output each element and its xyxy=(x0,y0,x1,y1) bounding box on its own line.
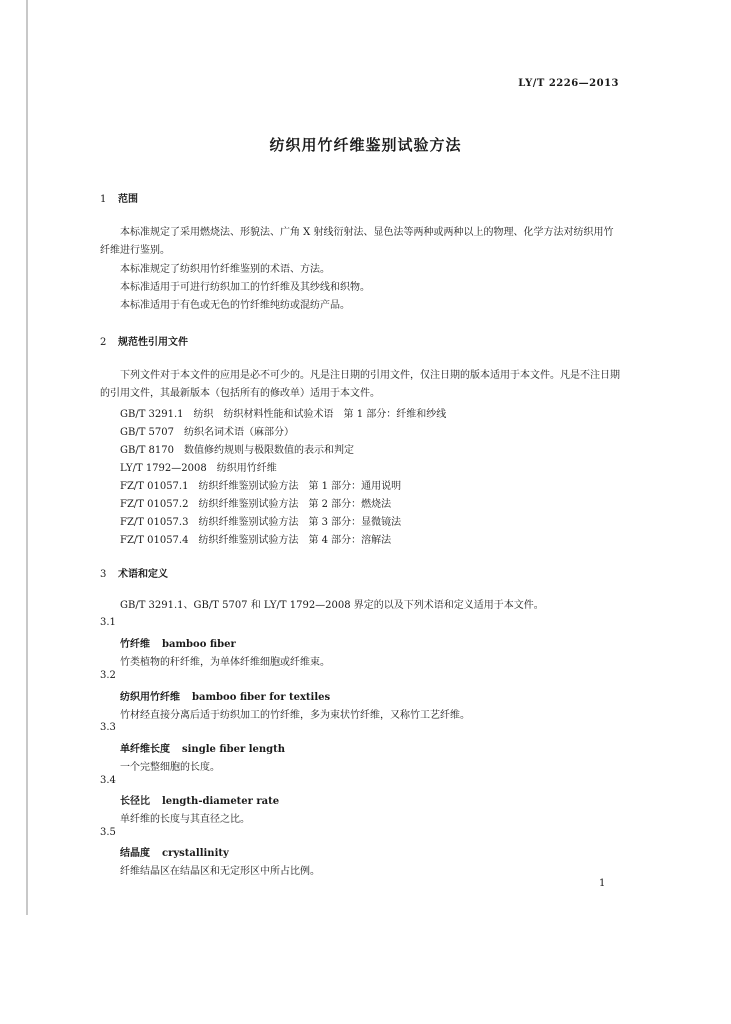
section-2-heading xyxy=(100,333,188,348)
term-entry xyxy=(120,844,229,859)
term-definition: 竹材经直接分离后适于纺织加工的竹纤维，多为束状竹纤维，又称竹工艺纤维。 xyxy=(120,710,470,721)
term-number: 3.3 xyxy=(100,722,116,733)
section-1-title: 范围 xyxy=(118,194,138,205)
reference-item: GB/T 3291.1 纺织 纺织材料性能和试验术语 第 1 部分：纤维和纱线 xyxy=(120,409,447,420)
section-3-title: 术语和定义 xyxy=(118,569,168,580)
term-number: 3.5 xyxy=(100,827,116,838)
section-2-intro: 下列文件对于本文件的应用是必不可少的。凡是注日期的引用文件，仅注日期的版本适用于本文件。凡是不注日期的引用文件，其最新版本（包括所有的修改单）适用于本文件。 xyxy=(100,370,620,399)
reference-item: FZ/T 01057.2 纺织纤维鉴别试验方法 第 2 部分：燃烧法 xyxy=(120,499,392,510)
term-number: 3.1 xyxy=(100,617,116,628)
term-entry xyxy=(120,740,285,755)
reference-item: GB/T 8170 数值修约规则与极限数值的表示和判定 xyxy=(120,445,355,456)
page-number: 1 xyxy=(599,878,606,889)
term-definition: 一个完整细胞的长度。 xyxy=(120,762,220,773)
term-en: bamboo fiber xyxy=(162,639,236,650)
term-en: bamboo fiber for textiles xyxy=(192,692,331,703)
section-1-para-2: 本标准规定了纺织用竹纤维鉴别的术语、方法。 xyxy=(120,264,330,275)
section-1-para-1: 本标准规定了采用燃烧法、形貌法、广角 X 射线衍射法、显色法等两种或两种以上的物理、化学方法对纺织用竹纤维进行鉴别。 xyxy=(100,227,614,256)
term-number: 3.2 xyxy=(100,670,116,681)
term-entry xyxy=(120,635,236,650)
section-3-intro: GB/T 3291.1、GB/T 5707 和 LY/T 1792—2008 界定的以及下列术语和定义适用于本文件。 xyxy=(120,600,544,611)
reference-item: FZ/T 01057.1 纺织纤维鉴别试验方法 第 1 部分：通用说明 xyxy=(120,481,402,492)
section-3-number: 3 xyxy=(100,569,107,580)
term-zh: 纺织用竹纤维 xyxy=(120,692,180,703)
term-entry xyxy=(120,792,279,807)
standard-code: LY/T 2226—2013 xyxy=(518,78,619,89)
term-en: length-diameter rate xyxy=(162,796,280,807)
reference-item: GB/T 5707 纺织名词术语（麻部分） xyxy=(120,427,295,438)
section-1-para-4: 本标准适用于有色或无色的竹纤维纯纺或混纺产品。 xyxy=(120,300,350,311)
reference-item: FZ/T 01057.3 纺织纤维鉴别试验方法 第 3 部分：显微镜法 xyxy=(120,517,402,528)
section-1-number: 1 xyxy=(100,194,107,205)
section-3-heading xyxy=(100,565,168,580)
section-2-number: 2 xyxy=(100,337,107,348)
term-zh: 竹纤维 xyxy=(120,639,150,650)
term-en: crystallinity xyxy=(162,848,229,859)
section-1-para-3: 本标准适用于可进行纺织加工的竹纤维及其纱线和织物。 xyxy=(120,282,370,293)
term-entry xyxy=(120,688,330,703)
term-zh: 结晶度 xyxy=(120,848,150,859)
section-1-heading xyxy=(100,190,138,205)
term-en: single fiber length xyxy=(182,744,286,755)
term-definition: 单纤维的长度与其直径之比。 xyxy=(120,814,250,825)
term-number: 3.4 xyxy=(100,775,116,786)
term-zh: 长径比 xyxy=(120,796,150,807)
term-definition: 竹类植物的秆纤维，为单体纤维细胞或纤维束。 xyxy=(120,657,330,668)
reference-item: FZ/T 01057.4 纺织纤维鉴别试验方法 第 4 部分：溶解法 xyxy=(120,535,392,546)
section-2-title: 规范性引用文件 xyxy=(118,337,188,348)
term-definition: 纤维结晶区在结晶区和无定形区中所占比例。 xyxy=(120,866,320,877)
document-title: 纺织用竹纤维鉴别试验方法 xyxy=(269,136,462,154)
reference-item: LY/T 1792—2008 纺织用竹纤维 xyxy=(120,463,277,474)
term-zh: 单纤维长度 xyxy=(120,744,170,755)
